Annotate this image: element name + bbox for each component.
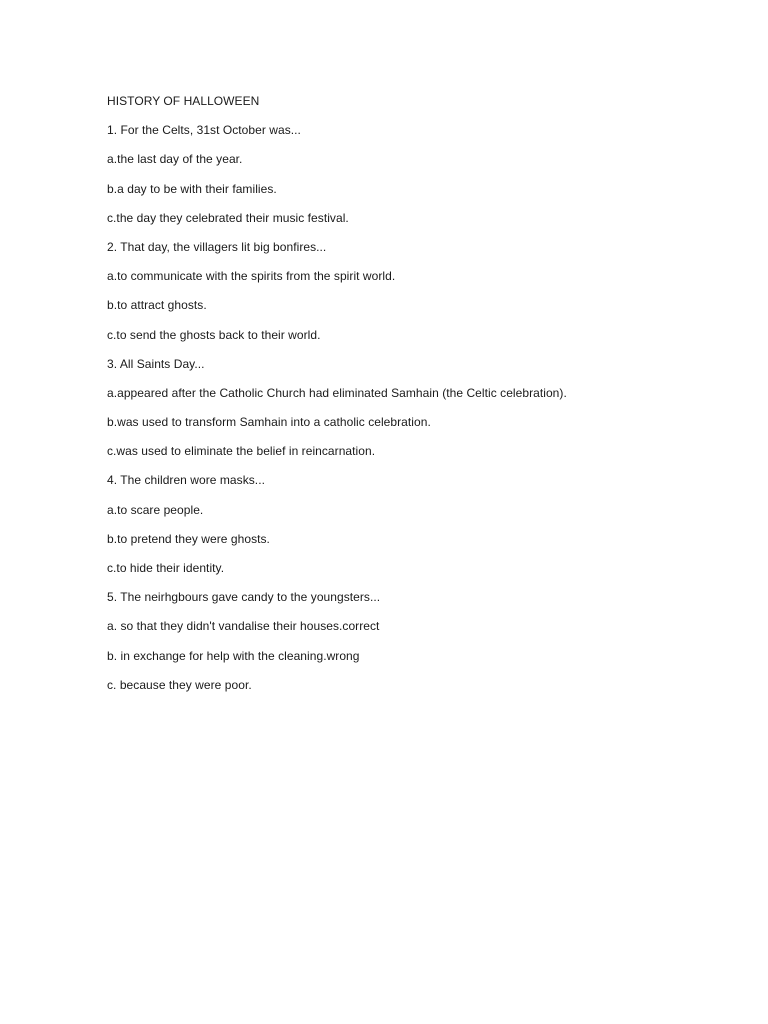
question-text: 4. The children wore masks... bbox=[107, 473, 265, 488]
question-block-2 bbox=[107, 239, 727, 356]
answer-option-b: b.was used to transform Samhain into a catholic celebration. bbox=[107, 415, 431, 430]
answer-option-a: a.appeared after the Catholic Church had eliminated Samhain (the Celtic celebration). bbox=[107, 385, 567, 400]
question-text: 2. That day, the villagers lit big bonfires... bbox=[107, 239, 327, 254]
answer-option-a: a.to communicate with the spirits from the spirit world. bbox=[107, 269, 396, 284]
question-text: 3. All Saints Day... bbox=[107, 356, 205, 371]
quiz-content bbox=[107, 93, 727, 706]
answer-option-c: c.to hide their identity. bbox=[107, 561, 225, 575]
answer-option-c: c.the day they celebrated their music festival. bbox=[107, 210, 349, 225]
answer-option-a: a.to scare people. bbox=[107, 502, 204, 517]
question-block-1 bbox=[107, 122, 727, 239]
answer-option-c: c.was used to eliminate the belief in reincarnation. bbox=[107, 444, 376, 459]
answer-option-b: b. in exchange for help with the cleaning.wrong bbox=[107, 648, 360, 663]
answer-option-b: b.to pretend they were ghosts. bbox=[107, 531, 270, 546]
document-title: HISTORY OF HALLOWEEN bbox=[107, 94, 260, 108]
question-text: 1. For the Celts, 31st October was... bbox=[107, 123, 301, 138]
answer-option-c: c. because they were poor. bbox=[107, 677, 252, 692]
question-block-4 bbox=[107, 472, 727, 589]
answer-option-a: a. so that they didn't vandalise their houses.correct bbox=[107, 619, 380, 634]
question-text: 5. The neirhgbours gave candy to the youngsters... bbox=[107, 590, 381, 605]
answer-option-c: c.to send the ghosts back to their world. bbox=[107, 327, 321, 342]
answer-option-b: b.to attract ghosts. bbox=[107, 298, 207, 313]
answer-option-b: b.a day to be with their families. bbox=[107, 181, 277, 196]
question-block-3 bbox=[107, 356, 727, 473]
answer-option-a: a.the last day of the year. bbox=[107, 152, 243, 167]
question-block-5 bbox=[107, 589, 727, 706]
